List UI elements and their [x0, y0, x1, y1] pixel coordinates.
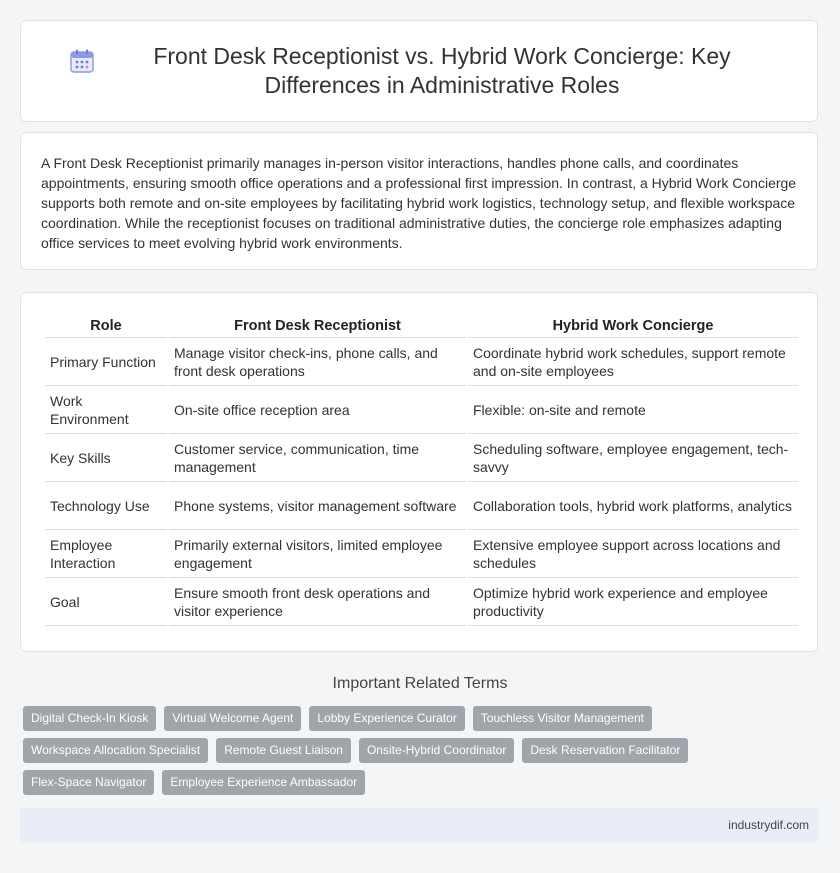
- concierge-cell: Coordinate hybrid work schedules, support remote and on-site employees: [468, 338, 798, 386]
- column-header-concierge: Hybrid Work Concierge: [468, 315, 798, 338]
- related-term-tag[interactable]: Desk Reservation Facilitator: [522, 738, 688, 763]
- row-label: Technology Use: [45, 482, 167, 530]
- concierge-cell: Optimize hybrid work experience and employee productivity: [468, 578, 798, 626]
- concierge-cell: Scheduling software, employee engagement, tech-savvy: [468, 434, 798, 482]
- intro-paragraph: A Front Desk Receptionist primarily manages in-person visitor interactions, handles phone calls, and coordinates appointments, ensuring smooth office operations and a professional first impression. In contrast, a Hybrid Work Concierge supports both remote and on-site employees by facilitating hybrid work logistics, technology setup, and flexible workspace coordination. While the receptionist focuses on traditional administrative duties, the concierge role emphasizes adapting office services to meet evolving hybrid work environments.: [41, 155, 797, 251]
- concierge-cell: Flexible: on-site and remote: [468, 386, 798, 434]
- title-card: [20, 20, 818, 122]
- table-row: [45, 578, 798, 626]
- receptionist-cell: Ensure smooth front desk operations and visitor experience: [169, 578, 466, 626]
- related-terms-list: [23, 706, 823, 802]
- receptionist-cell: On-site office reception area: [169, 386, 466, 434]
- related-term-tag[interactable]: Onsite-Hybrid Coordinator: [359, 738, 514, 763]
- column-header-role: Role: [45, 315, 167, 338]
- table-header-row: [45, 315, 798, 338]
- table-row: [45, 338, 798, 386]
- row-label: Primary Function: [45, 338, 167, 386]
- related-term-tag[interactable]: Workspace Allocation Specialist: [23, 738, 208, 763]
- row-label: Work Environment: [45, 386, 167, 434]
- receptionist-cell: Customer service, communication, time management: [169, 434, 466, 482]
- footer-source-link[interactable]: industrydif.com: [728, 818, 809, 832]
- comparison-table: [43, 315, 800, 626]
- receptionist-cell: Manage visitor check-ins, phone calls, and front desk operations: [169, 338, 466, 386]
- column-header-receptionist: Front Desk Receptionist: [169, 315, 466, 338]
- table-row: [45, 434, 798, 482]
- table-row: [45, 482, 798, 530]
- table-row: [45, 530, 798, 578]
- concierge-cell: Extensive employee support across locations and schedules: [468, 530, 798, 578]
- row-label: Goal: [45, 578, 167, 626]
- concierge-cell: Collaboration tools, hybrid work platforms, analytics: [468, 482, 798, 530]
- related-term-tag[interactable]: Flex-Space Navigator: [23, 770, 154, 795]
- related-terms-heading: Important Related Terms: [332, 675, 508, 692]
- related-term-tag[interactable]: Remote Guest Liaison: [216, 738, 351, 763]
- row-label: Employee Interaction: [45, 530, 167, 578]
- footer: [20, 808, 818, 842]
- table-row: [45, 386, 798, 434]
- related-term-tag[interactable]: Digital Check-In Kiosk: [23, 706, 156, 731]
- intro-card: [20, 132, 818, 270]
- row-label: Key Skills: [45, 434, 167, 482]
- related-term-tag[interactable]: Touchless Visitor Management: [473, 706, 652, 731]
- related-term-tag[interactable]: Virtual Welcome Agent: [164, 706, 301, 731]
- receptionist-cell: Primarily external visitors, limited employee engagement: [169, 530, 466, 578]
- page-title: Front Desk Receptionist vs. Hybrid Work Concierge: Key Differences in Administrative Roles: [153, 43, 731, 98]
- calendar-icon: [69, 48, 95, 74]
- comparison-card: [20, 292, 818, 652]
- related-term-tag[interactable]: Employee Experience Ambassador: [162, 770, 365, 795]
- title-wrap: [69, 42, 769, 100]
- related-term-tag[interactable]: Lobby Experience Curator: [309, 706, 464, 731]
- receptionist-cell: Phone systems, visitor management software: [169, 482, 466, 530]
